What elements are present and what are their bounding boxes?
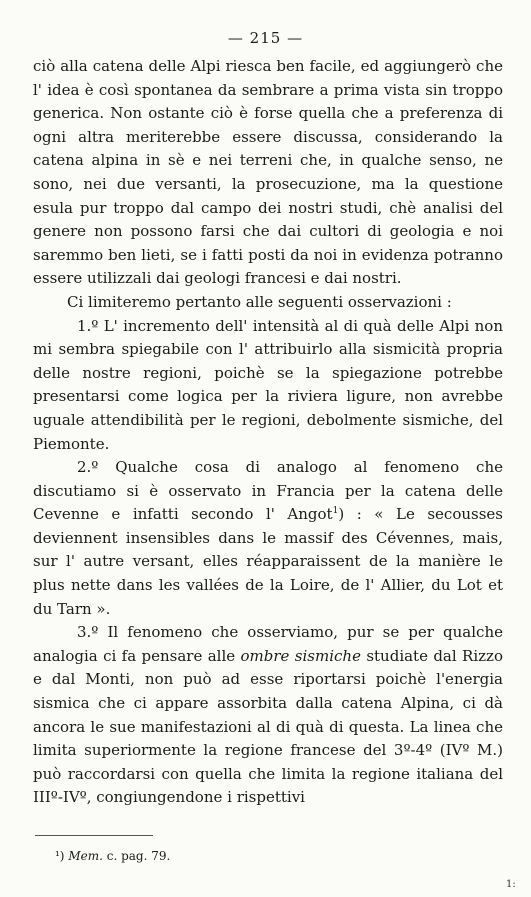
emphasis-term: ombre sismiche bbox=[240, 646, 361, 665]
paragraph-4-before: 2.º Qualche cosa di analogo al fenomeno che discutiamo si è osservato in Francia per la catena delle Cevenne e infatti secondo l' Angot bbox=[33, 458, 503, 524]
paragraph-2: Ci limiteremo pertanto alle seguenti osservazioni : bbox=[67, 292, 452, 311]
paragraph-4-after: ) : « Le secousses deviennent insensibles dans le massif des Cévennes, mais, sur l' autre versant, elles réapparaissent de la manière le plus nette dans les vallées de la Loire, de l' Allier, du Lot et du Tarn ». bbox=[33, 505, 503, 618]
paragraph-5-rest: studiate dal Rizzo e dal Monti, non può ad esse riportarsi poichè l'energia sismica che ci appare assorbita dalla catena Alpina, ci dà ancora le sue manifestazioni al di quà di questa. La linea che limita superiormente la regione francese del 3º-4º (IVº M.) può raccordarsi con quella che limita la regione italiana del IIIº-IVº, congiungendone i rispettivi bbox=[33, 646, 503, 807]
page-number: — 215 — bbox=[227, 29, 304, 47]
corner-mark: 1: bbox=[506, 879, 516, 890]
footnote bbox=[55, 849, 170, 863]
footnote-divider bbox=[35, 835, 153, 836]
paragraph-5-start: 3.º Il fenomeno che osserviamo, pur se per qualche analogia ci fa pensare alle bbox=[33, 623, 503, 665]
paragraph-1: ciò alla catena delle Alpi riesca ben facile, ed aggiungerò che l' idea è così spontanea da sembrare a prima vista sin troppo generica. Non ostante ciò è forse quella che a preferenza di ogni altra meriterebbe essere discussa, considerando la catena alpina in sè e nei terreni che, in qualche senso, ne sono, nei due versanti, la prosecuzione, ma la questione esula pur troppo dal campo dei nostri studi, chè analisi del genere non possono farsi che dai cultori di geologia e noi saremmo ben lieti, se i fatti posti da noi in evidenza potranno essere utilizzali dai geologi francesi e dai nostri. bbox=[33, 57, 503, 288]
footnote-source: Mem. bbox=[68, 849, 103, 863]
footnote-reference: 1 bbox=[332, 506, 339, 517]
paragraph-4 bbox=[33, 456, 503, 621]
footnote-text: c. pag. 79. bbox=[106, 849, 171, 863]
paragraph-5 bbox=[33, 621, 503, 810]
paragraph-3: 1.º L' incremento dell' intensità al di quà delle Alpi non mi sembra spiegabile con l' attribuirlo alla sismicità propria delle nostre regioni, poichè se la spiegazione potrebbe presentarsi come logica per la riviera ligure, non avrebbe uguale attendibilità per le regioni, debolmente sismiche, del Piemonte. bbox=[33, 316, 503, 453]
body-text bbox=[33, 55, 503, 810]
footnote-marker: ¹) bbox=[55, 849, 65, 863]
